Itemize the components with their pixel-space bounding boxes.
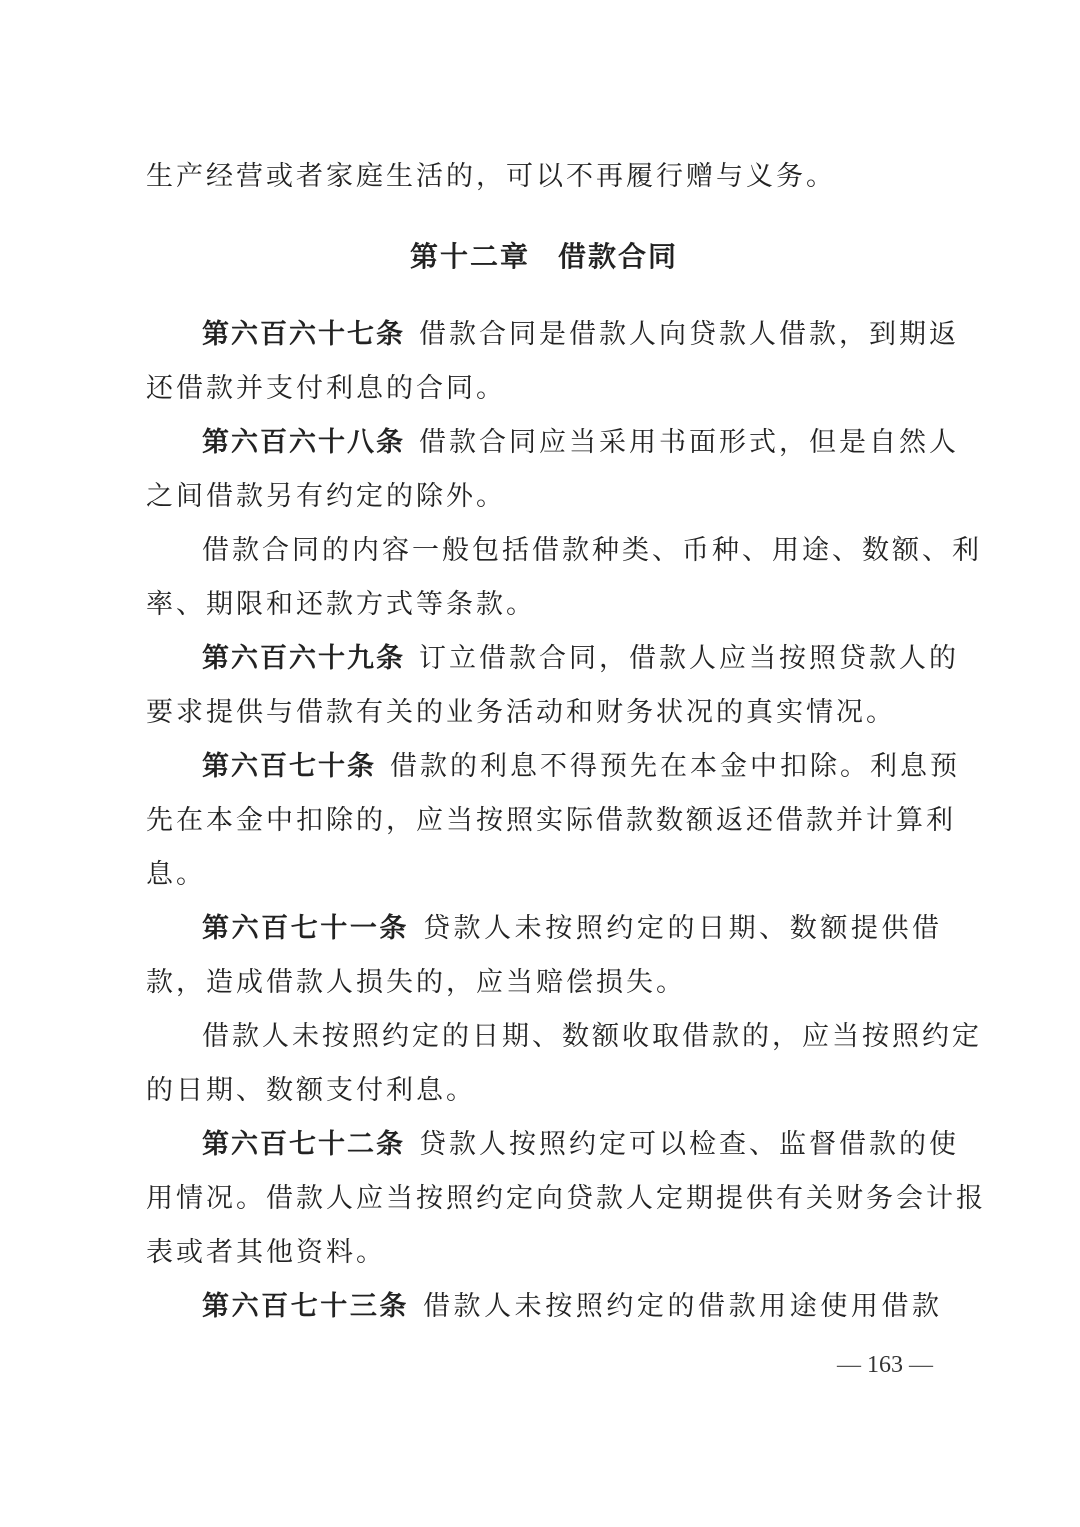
- article-number: 第六百六十九条: [202, 643, 405, 674]
- text-line: 第六百六十八条 借款合同应当采用书面形式，但是自然人: [202, 427, 959, 458]
- text-line: 第六百七十条 借款的利息不得预先在本金中扣除。利息预: [202, 751, 960, 782]
- chapter-heading: [146, 230, 942, 284]
- text-line: 之间借款另有约定的除外。: [146, 481, 506, 512]
- article-paragraph: [146, 1118, 986, 1280]
- page-number-value: 163: [867, 1352, 903, 1378]
- dash-left: —: [837, 1352, 861, 1378]
- text-line: 要求提供与借款有关的业务活动和财务状况的真实情况。: [146, 697, 896, 728]
- article-number: 第六百七十一条: [202, 913, 409, 944]
- article-paragraph: [146, 740, 960, 902]
- page-number: [820, 1352, 950, 1379]
- text-line: 表或者其他资料。: [146, 1237, 386, 1268]
- body-text: [146, 150, 986, 1334]
- text-line: 第六百六十七条 借款合同是借款人向贷款人借款，到期返: [202, 319, 959, 350]
- body-paragraph: [146, 1010, 982, 1118]
- article-paragraph: [146, 416, 959, 524]
- text-line: 款，造成借款人损失的，应当赔偿损失。: [146, 967, 686, 998]
- text-line: 用情况。借款人应当按照约定向贷款人定期提供有关财务会计报: [146, 1183, 986, 1214]
- continuation-paragraph: [146, 150, 942, 204]
- text-line: 率、期限和还款方式等条款。: [146, 589, 536, 620]
- chapter-number: 第十二章: [409, 240, 530, 273]
- dash-right: —: [909, 1352, 933, 1378]
- text-line: 借款人未按照约定的日期、数额收取借款的，应当按照约定: [202, 1021, 982, 1052]
- text-line: 第六百七十三条 借款人未按照约定的借款用途使用借款: [202, 1291, 943, 1322]
- text-line: 第六百七十二条 贷款人按照约定可以检查、监督借款的使: [202, 1129, 959, 1160]
- text-line: 息。: [146, 859, 206, 890]
- article-number: 第六百六十八条: [202, 427, 405, 458]
- text-line: 的日期、数额支付利息。: [146, 1075, 476, 1106]
- text-line: 还借款并支付利息的合同。: [146, 373, 506, 404]
- article-paragraph: [146, 632, 959, 740]
- text-line: 借款合同的内容一般包括借款种类、币种、用途、数额、利: [202, 535, 982, 566]
- text-line: 第六百七十一条 贷款人未按照约定的日期、数额提供借: [202, 913, 943, 944]
- text-line: 生产经营或者家庭生活的，可以不再履行赠与义务。: [146, 161, 836, 192]
- article-paragraph: [146, 1280, 942, 1334]
- text-line: 先在本金中扣除的，应当按照实际借款数额返还借款并计算利: [146, 805, 956, 836]
- article-paragraph: [146, 902, 942, 1010]
- article-number: 第六百七十二条: [202, 1129, 405, 1160]
- article-number: 第六百六十七条: [202, 319, 405, 350]
- article-number: 第六百七十条: [202, 751, 376, 782]
- chapter-title: 借款合同: [558, 240, 679, 273]
- body-paragraph: [146, 524, 982, 632]
- article-paragraph: [146, 308, 959, 416]
- text-line: 第六百六十九条 订立借款合同，借款人应当按照贷款人的: [202, 643, 959, 674]
- article-number: 第六百七十三条: [202, 1291, 409, 1322]
